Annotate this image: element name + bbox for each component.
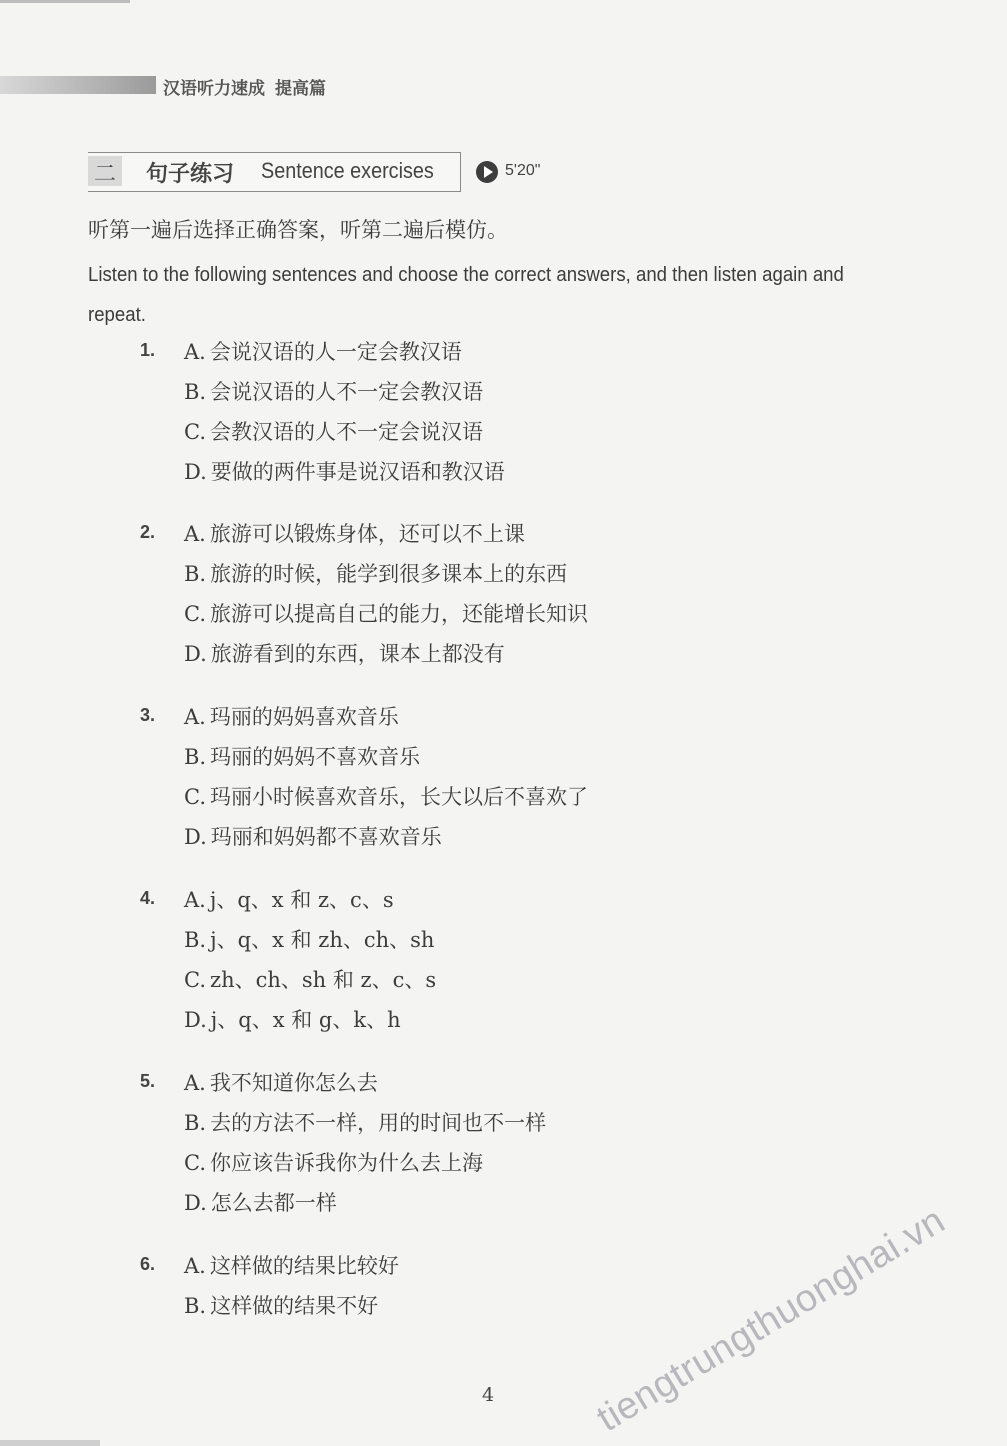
option: C. 玛丽小时候喜欢音乐，长大以后不喜欢了 <box>184 785 588 809</box>
instructions-en <box>88 255 908 335</box>
audio-duration: 5'20" <box>505 162 541 179</box>
option: C. 旅游可以提高自己的能力，还能增长知识 <box>184 602 588 626</box>
question-number: 1. <box>140 340 156 360</box>
option: A. j、q、x 和 z、c、s <box>184 888 394 912</box>
option: D. 要做的两件事是说汉语和教汉语 <box>184 460 505 484</box>
option: D. 玛丽和妈妈都不喜欢音乐 <box>184 825 442 849</box>
instructions-zh: 听第一遍后选择正确答案，听第二遍后模仿。 <box>88 218 508 242</box>
option: A. 玛丽的妈妈喜欢音乐 <box>184 705 399 729</box>
book-subtitle: 提高篇 <box>275 79 326 99</box>
section-title-en: Sentence exercises <box>261 158 434 183</box>
option: A. 会说汉语的人一定会教汉语 <box>184 340 462 364</box>
running-header <box>163 74 326 99</box>
option: B. 去的方法不一样，用的时间也不一样 <box>184 1111 547 1135</box>
option: D. 旅游看到的东西，课本上都没有 <box>184 642 505 666</box>
instructions-en-line1: Listen to the following sentences and choose the correct answers, and then listen again and <box>88 264 844 286</box>
section-title-zh: 句子练习 <box>146 162 235 187</box>
option: A. 旅游可以锻炼身体，还可以不上课 <box>184 522 525 546</box>
question-number: 5. <box>140 1071 156 1091</box>
question-number: 6. <box>140 1254 156 1274</box>
option: B. 这样做的结果不好 <box>184 1294 379 1318</box>
section-number: 二 <box>94 162 117 187</box>
option: A. 我不知道你怎么去 <box>184 1071 378 1095</box>
option: D. 怎么去都一样 <box>184 1191 337 1215</box>
option: B. 玛丽的妈妈不喜欢音乐 <box>184 745 421 769</box>
watermark: tiengtrungthuonghai.vn <box>589 1199 953 1441</box>
option: B. 会说汉语的人不一定会教汉语 <box>184 380 484 404</box>
option: A. 这样做的结果比较好 <box>184 1254 399 1278</box>
question-number: 3. <box>140 705 156 725</box>
question-number: 4. <box>140 888 156 908</box>
instructions-en-line2: repeat. <box>88 304 146 326</box>
option: B. 旅游的时候，能学到很多课本上的东西 <box>184 562 568 586</box>
page-number: 4 <box>482 1384 495 1406</box>
question-number: 2. <box>140 522 156 542</box>
play-icon[interactable] <box>476 161 498 183</box>
option: C. zh、ch、sh 和 z、c、s <box>184 968 437 992</box>
option: C. 会教汉语的人不一定会说汉语 <box>184 420 483 444</box>
header-decor-top <box>0 0 130 3</box>
book-title: 汉语听力速成 <box>163 79 265 99</box>
header-decor-bar <box>0 76 156 94</box>
footer-decor <box>0 1440 100 1446</box>
option: B. j、q、x 和 zh、ch、sh <box>184 928 435 952</box>
option: C. 你应该告诉我你为什么去上海 <box>184 1151 483 1175</box>
option: D. j、q、x 和 g、k、h <box>184 1008 401 1032</box>
